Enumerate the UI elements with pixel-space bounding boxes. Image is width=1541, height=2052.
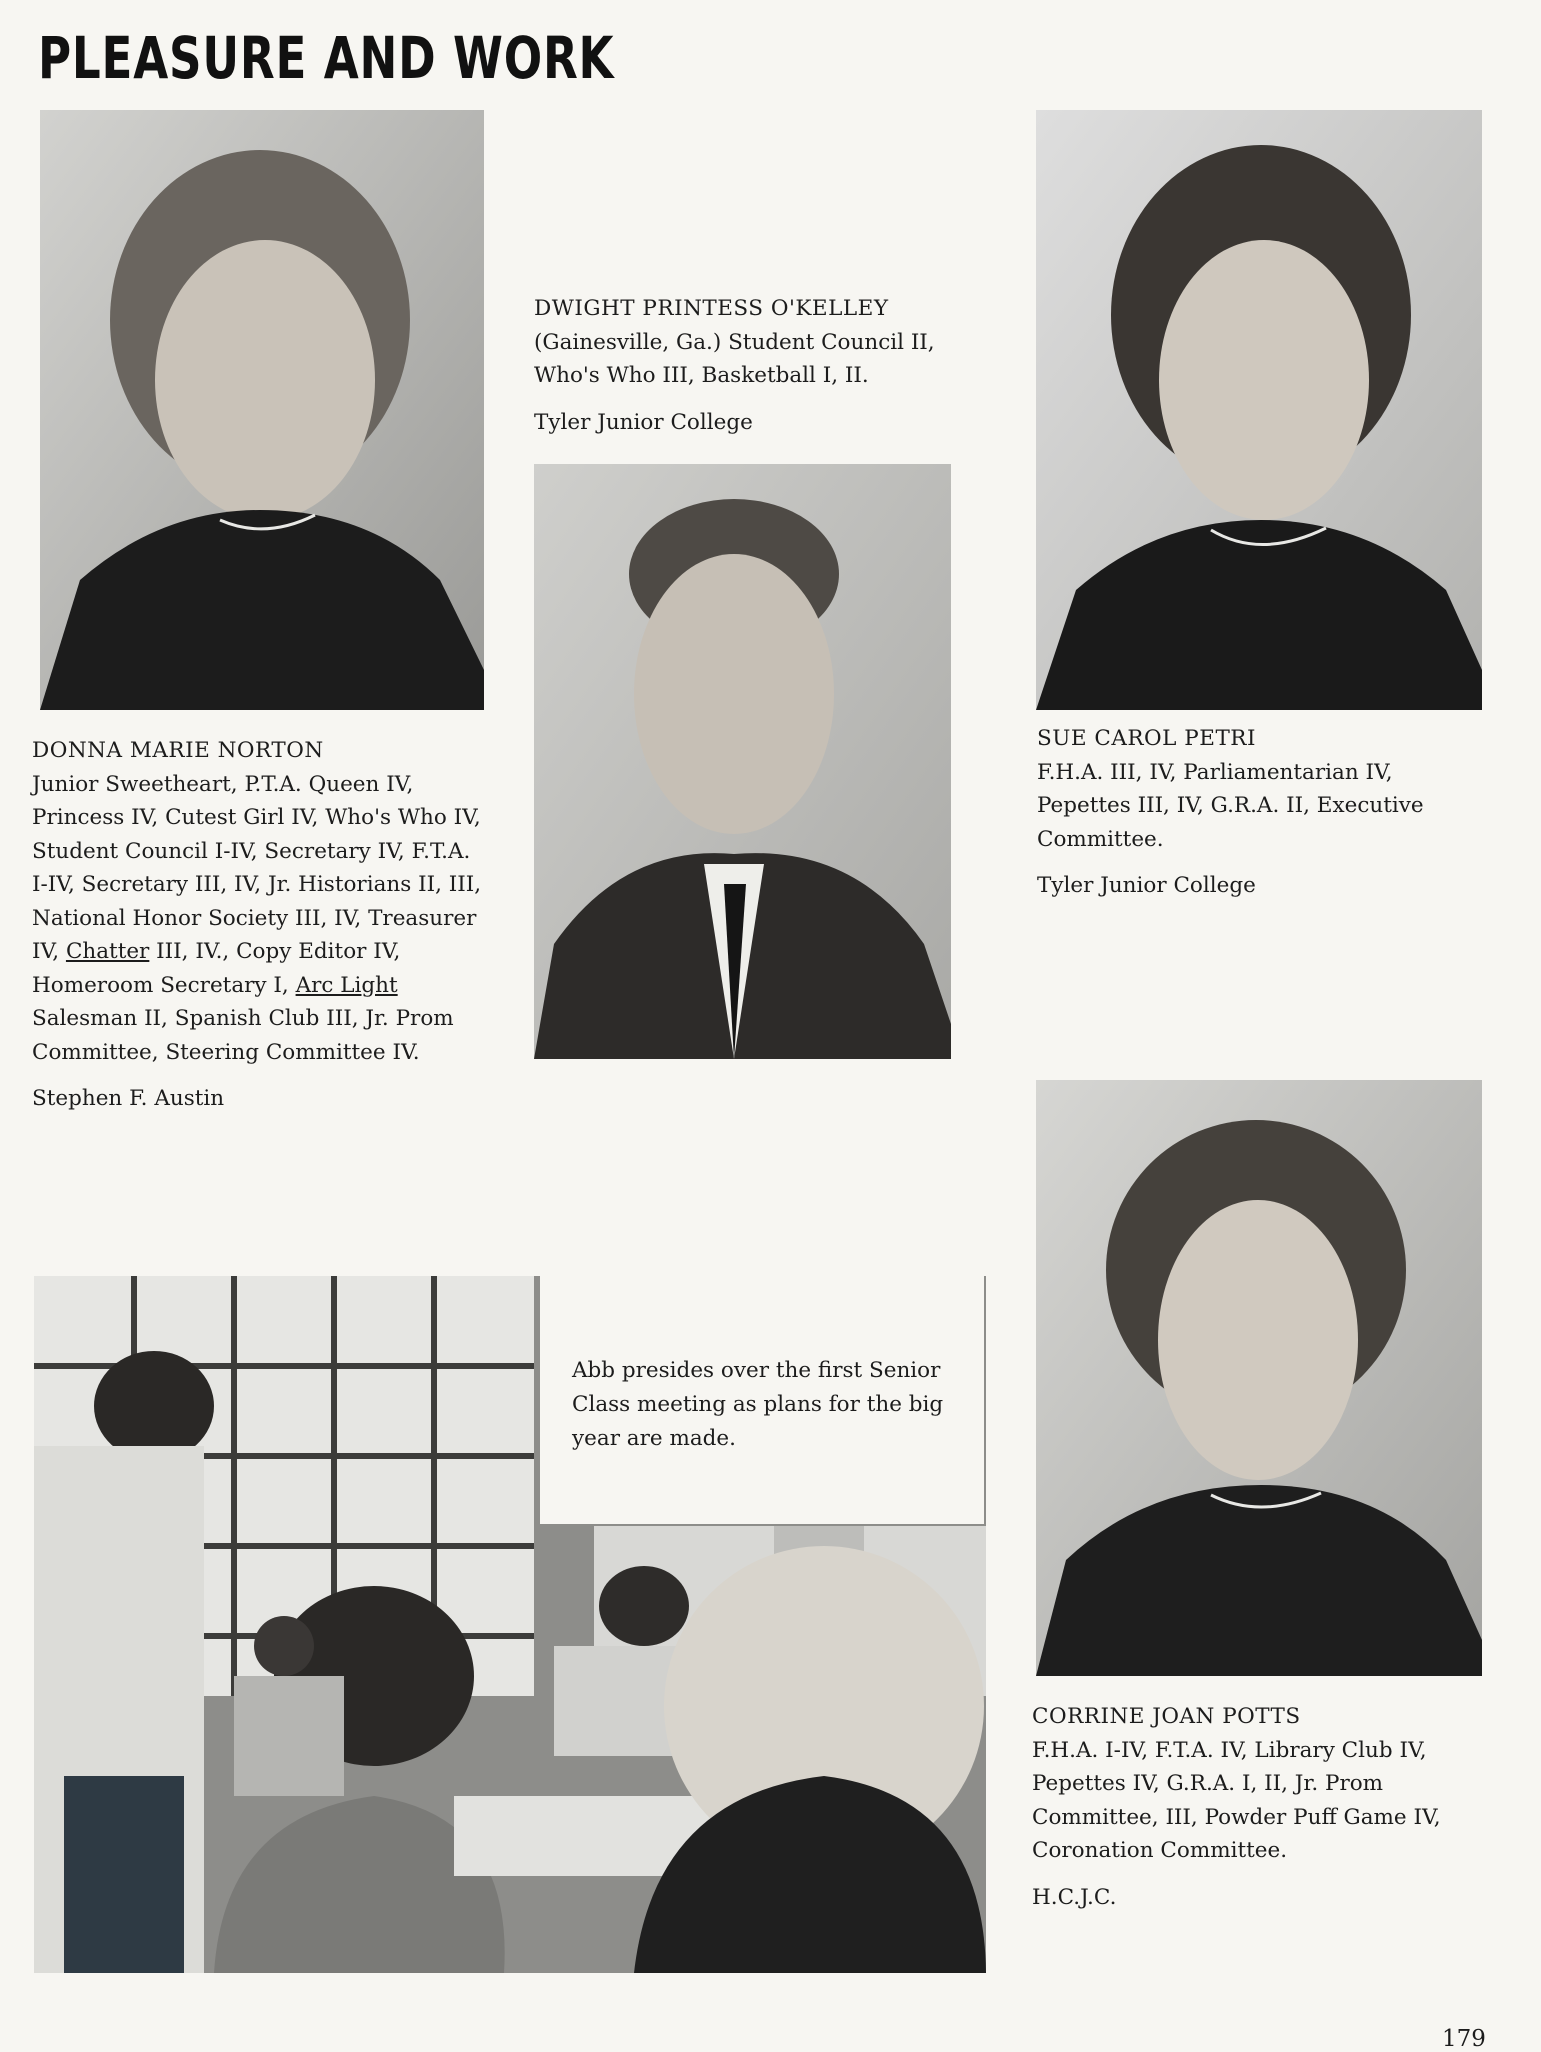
caption-dwight-okelley [534, 292, 1004, 439]
caption-sue-petri [1037, 722, 1482, 903]
portrait-sue-petri [1036, 110, 1482, 710]
student-activities [32, 768, 482, 1070]
caption-donna-norton [32, 734, 482, 1116]
activities-text: Salesman II, Spanish Club III, Jr. Prom Committee, Steering Committee IV. [32, 1006, 454, 1065]
caption-corrine-potts [1032, 1700, 1482, 1914]
student-activities: F.H.A. I-IV, F.T.A. IV, Library Club IV, Pepettes IV, G.R.A. I, II, Jr. Prom Committee, III, Powder Puff Game IV, Coronation Committee. [1032, 1737, 1441, 1863]
publication-title-arc-light: Arc Light [295, 972, 398, 998]
student-name: DONNA MARIE NORTON [32, 738, 324, 763]
portrait-corrine-potts [1036, 1080, 1482, 1676]
student-college: H.C.J.C. [1032, 1884, 1117, 1910]
group-photo-caption: Abb presides over the first Senior Class meeting as plans for the big year are made. [572, 1358, 944, 1451]
student-college: Stephen F. Austin [32, 1086, 225, 1111]
student-college: Tyler Junior College [534, 409, 753, 435]
page-title: PLEASURE AND WORK [38, 24, 615, 92]
student-activities: (Gainesville, Ga.) Student Council II, Who's Who III, Basketball I, II. [534, 329, 935, 388]
student-name: CORRINE JOAN POTTS [1032, 1704, 1301, 1729]
student-activities: F.H.A. III, IV, Parliamentarian IV, Pepettes III, IV, G.R.A. II, Executive Committee. [1037, 759, 1424, 852]
publication-title-chatter: Chatter [65, 939, 150, 964]
student-college: Tyler Junior College [1037, 873, 1256, 898]
activities-text: III, IV., Copy Editor IV, Homeroom Secretary I, [32, 939, 401, 998]
portrait-donna-norton [40, 110, 484, 710]
page-number: 179 [1442, 2026, 1486, 2052]
student-name: DWIGHT PRINTESS O'KELLEY [534, 296, 889, 321]
activities-text: Junior Sweetheart, P.T.A. Queen IV, Princess IV, Cutest Girl IV, Who's Who IV, Student Council I-IV, Secretary IV, F.T.A. I-IV, Secretary III, IV, Jr. Historians II, III, National Honor Society III, IV, Treasurer IV, [32, 771, 482, 964]
student-name: SUE CAROL PETRI [1037, 726, 1256, 751]
portrait-dwight-okelley [534, 464, 951, 1059]
